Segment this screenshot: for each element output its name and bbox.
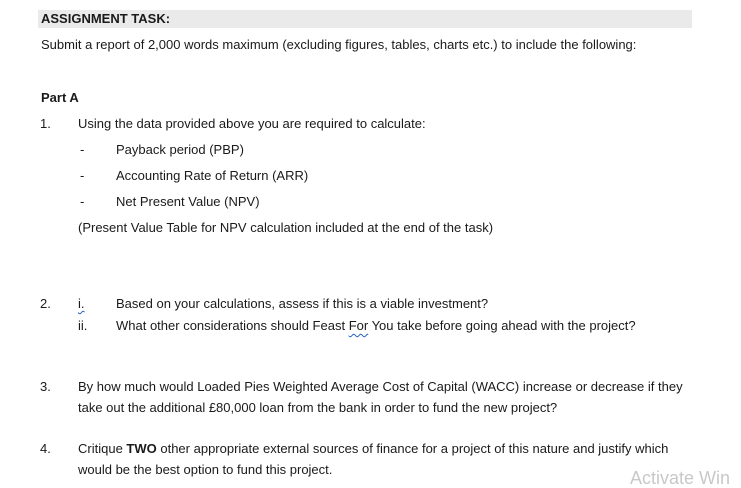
q2-number: 2. <box>40 296 51 311</box>
q4-text <box>78 438 698 480</box>
q1-item-bullet: - <box>80 142 85 157</box>
q2-text-before: What other considerations should Feast <box>116 318 349 333</box>
q1-item-arr: Accounting Rate of Return (ARR) <box>116 168 309 183</box>
activate-windows-watermark: Activate Win <box>630 468 731 488</box>
q3-number: 3. <box>40 379 51 394</box>
q1-number: 1. <box>40 116 51 131</box>
q1-item-pbp: Payback period (PBP) <box>116 142 244 157</box>
part-a-heading: Part A <box>41 90 79 105</box>
assignment-heading: ASSIGNMENT TASK: <box>41 11 171 26</box>
q2-item-viability: Based on your calculations, assess if this is a viable investment? <box>116 296 489 311</box>
q4-text-after: other appropriate external sources of finance for a project of this nature and justify which would be the best option to fund this project. <box>78 441 669 477</box>
q2-text-after: You take before going ahead with the project? <box>368 318 636 333</box>
q1-note: (Present Value Table for NPV calculation included at the end of the task) <box>78 220 494 235</box>
q3-text: By how much would Loaded Pies Weighted Average Cost of Capital (WACC) increase or decrease if they take out the additional £80,000 loan from the bank in order to fund the new project? <box>78 379 683 415</box>
q2-roman-ii: ii. <box>78 318 88 333</box>
q4-number: 4. <box>40 441 51 456</box>
q1-text: Using the data provided above you are required to calculate: <box>78 116 426 131</box>
q2-roman-i: i. <box>78 296 85 311</box>
q2-item-roman <box>78 296 85 312</box>
intro-paragraph: Submit a report of 2,000 words maximum (excluding figures, tables, charts etc.) to include the following: <box>41 37 637 52</box>
q1-item-bullet: - <box>80 168 85 183</box>
q1-item-bullet: - <box>80 194 85 209</box>
q4-text-bold: TWO <box>126 441 157 456</box>
q1-item-npv: Net Present Value (NPV) <box>116 194 260 209</box>
q2-flagged-word: For <box>348 318 369 333</box>
q4-text-before: Critique <box>78 441 127 456</box>
q2-item-considerations <box>116 318 636 334</box>
